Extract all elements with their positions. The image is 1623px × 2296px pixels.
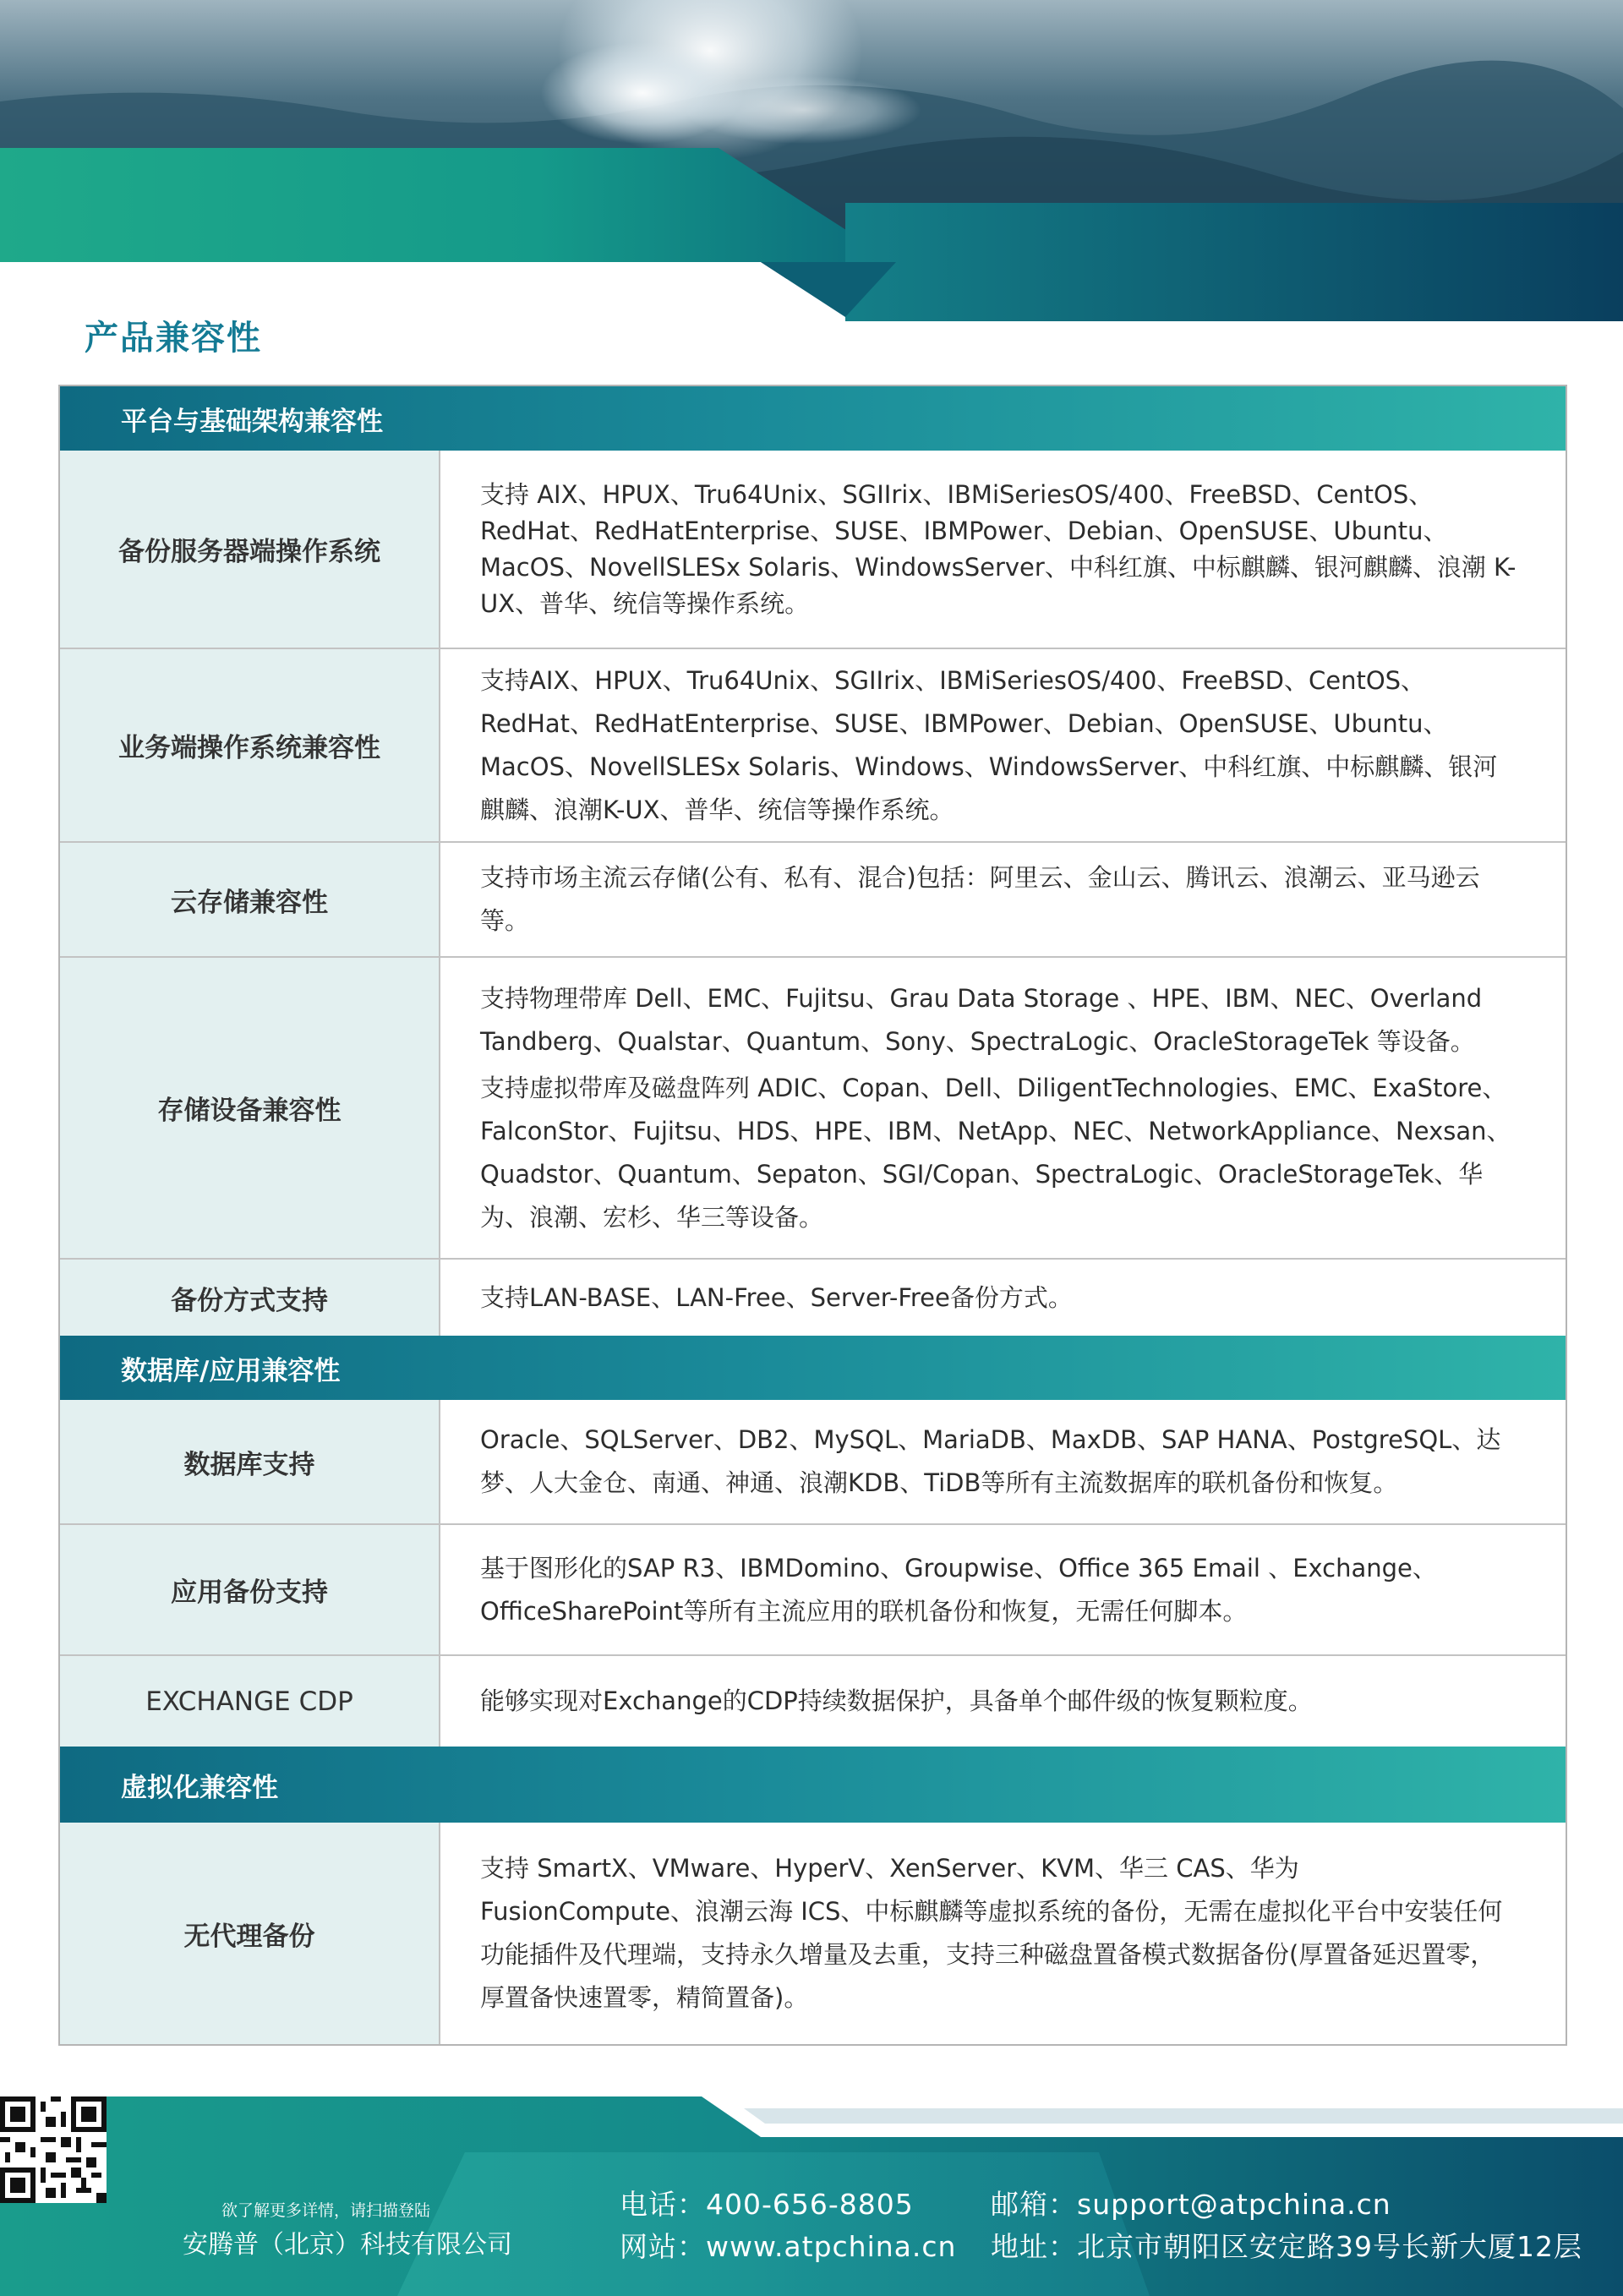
row-paragraph: 能够实现对Exchange的CDP持续数据保护，具备单个邮件级的恢复颗粒度。 [480,1686,1313,1715]
row-label: 应用备份支持 [60,1525,440,1654]
footer [0,2096,1623,2296]
footer-scan-text: 欲了解更多详情，请扫描登陆 [221,2201,431,2220]
footer-email-link[interactable]: 邮箱：support@atpchina.cn [991,2188,1391,2221]
qr-code-icon [0,2096,107,2203]
group-header-database: 数据库/应用兼容性 [60,1336,1566,1400]
row-label: EXCHANGE CDP [60,1656,440,1747]
row-label: 备份服务器端操作系统 [60,451,440,648]
row-content [440,649,1566,841]
row-paragraph: 支持 SmartX、VMware、HyperV、XenServer、KVM、华三 CAS、华为 FusionCompute、浪潮云海 ICS、中标麒麟等虚拟系统的备份，无需在虚拟化平台中安装任何功能插件及代理端，支持永久增量及去重，支持三种磁盘置备模式数据备份(厚置备延迟置零，厚置备快速置零，精简置备)。 [480,1854,1503,2012]
row-content [440,958,1566,1258]
row-label: 存储设备兼容性 [60,958,440,1258]
row-paragraph: 支持市场主流云存储(公有、私有、混合)包括：阿里云、金山云、腾讯云、浪潮云、亚马逊云等。 [480,863,1480,935]
row-label: 无代理备份 [60,1823,440,2044]
row-content [440,1656,1566,1747]
row-paragraph: 支持虚拟带库及磁盘阵列 ADIC、Copan、Dell、DiligentTechnologies、EMC、ExaStore、FalconStor、Fujitsu、HDS、HPE、IBM、NetApp、NEC、NetworkAppliance、Nexsan、Quadstor、Quantum、Sepaton、SGI/Copan、SpectraLogic、OracleStorageTek、华为、浪潮、宏杉、华三等设备。 [480,1073,1511,1232]
row-content [440,1525,1566,1654]
row-label: 云存储兼容性 [60,843,440,956]
table-row [60,1823,1566,2044]
table-row [60,1523,1566,1654]
row-content [440,1400,1566,1523]
row-paragraph: 支持 AIX、HPUX、Tru64Unix、SGIIrix、IBMiSeriesOS/400、FreeBSD、CentOS、RedHat、RedHatEnterprise、SUSE、IBMPower、Debian、OpenSUSE、Ubuntu、MacOS、NovellSLESx Solaris、WindowsServer、中科红旗、中标麒麟、银河麒麟、浪潮 K-UX、普华、统信等操作系统。 [480,479,1516,618]
table-row [60,648,1566,841]
row-paragraph: 基于图形化的SAP R3、IBMDomino、Groupwise、Office 365 Email 、Exchange、OfficeSharePoint等所有主流应用的联机备份和恢复，无需任何脚本。 [480,1553,1437,1626]
row-paragraph: 支持LAN-BASE、LAN-Free、Server-Free备份方式。 [480,1282,1073,1312]
row-label: 数据库支持 [60,1400,440,1523]
row-content [440,451,1566,648]
footer-company-name: 安腾普（北京）科技有限公司 [183,2230,512,2260]
row-paragraph: 支持物理带库 Dell、EMC、Fujitsu、Grau Data Storage 、HPE、IBM、NEC、Overland Tandberg、Qualstar、Quantum、Sony、SpectraLogic、OracleStorageTek 等设备。 [480,983,1483,1056]
row-paragraph: 支持AIX、HPUX、Tru64Unix、SGIIrix、IBMiSeriesOS/400、FreeBSD、CentOS、RedHat、RedHatEnterprise、SUSE、IBMPower、Debian、OpenSUSE、Ubuntu、MacOS、NovellSLESx Solaris、Windows、WindowsServer、中科红旗、中标麒麟、银河麒麟、浪潮K-UX、普华、统信等操作系统。 [480,665,1498,824]
group-header-virtualization: 虚拟化兼容性 [60,1747,1566,1823]
compatibility-table [58,385,1567,2046]
row-label: 备份方式支持 [60,1260,440,1336]
page-title: 产品兼容性 [85,319,262,358]
row-content [440,1823,1566,2044]
row-label: 业务端操作系统兼容性 [60,649,440,841]
header-banner [0,0,1623,321]
table-row [60,1654,1566,1747]
table-row [60,956,1566,1258]
footer-phone: 电话：400-656-8805 [620,2188,914,2221]
table-row [60,841,1566,956]
footer-address: 地址：北京市朝阳区安定路39号长新大厦12层 [991,2230,1582,2263]
row-content [440,1260,1566,1336]
group-header-platform: 平台与基础架构兼容性 [60,386,1566,451]
table-row [60,451,1566,648]
row-content [440,843,1566,956]
table-row [60,1400,1566,1523]
footer-website-link[interactable]: 网站：www.atpchina.cn [620,2230,957,2263]
water-banner-image [0,0,1623,321]
row-paragraph: Oracle、SQLServer、DB2、MySQL、MariaDB、MaxDB、SAP HANA、PostgreSQL、达梦、人大金仓、南通、神通、浪潮KDB、TiDB等所有主流数据库的联机备份和恢复。 [480,1425,1501,1497]
table-row [60,1258,1566,1336]
